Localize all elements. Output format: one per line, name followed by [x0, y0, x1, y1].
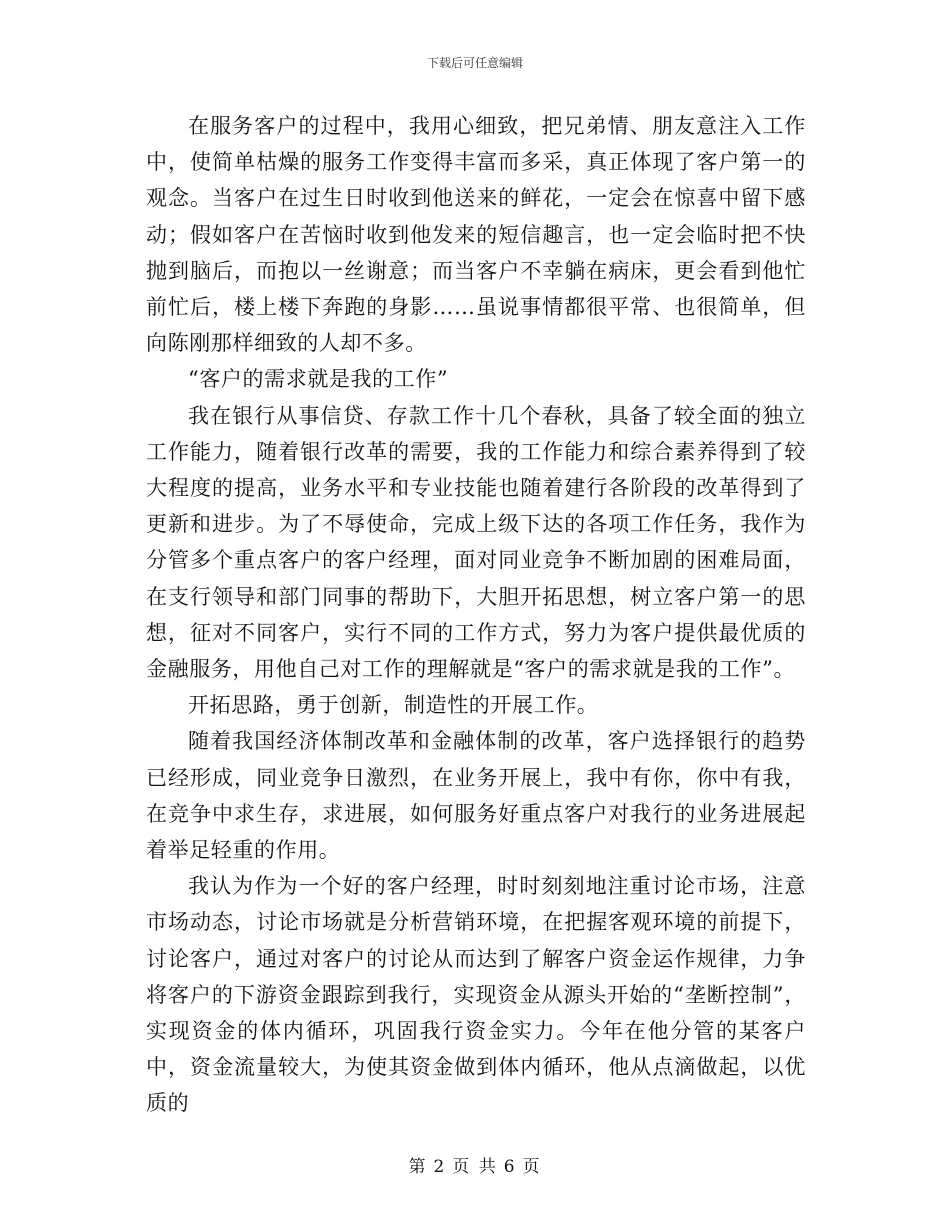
total-page-number: 6 [503, 1157, 517, 1177]
paragraph: 随着我国经济体制改革和金融体制的改革，客户选择银行的趋势已经形成，同业竞争日激烈，在业务开展上，我中有你，你中有我，在竞争中求生存，求进展，如何服务好重点客户对我行的业务进展起着举足轻重的作用。 [146, 729, 806, 863]
paragraph: 在服务客户的过程中，我用心细致，把兄弟情、朋友意注入工作中，使简单枯燥的服务工作变得丰富而多采，真正体现了客户第一的观念。当客户在过生日时收到他送来的鲜花，一定会在惊喜中留下感动；假如客户在苦恼时收到他发来的短信趣言，也一定会临时把不快抛到脑后，而抱以一丝谢意；而当客户不幸躺在病床，更会看到他忙前忙后，楼上楼下奔跑的身影……虽说事情都很平常、也很简单，但向陈刚那样细致的人却不多。 [146, 114, 806, 356]
footer-mid: 页 共 [452, 1157, 498, 1177]
page-header-note: 下载后可任意编辑 [426, 56, 523, 70]
paragraph: 我在银行从事信贷、存款工作十几个春秋，具备了较全面的独立工作能力，随着银行改革的需要，我的工作能力和综合素养得到了较大程度的提高，业务水平和专业技能也随着建行各阶段的改革得到了更新和进步。为了不辱使命，完成上级下达的各项工作任务，我作为分管多个重点客户的客户经理，面对同业竞争不断加剧的困难局面，在支行领导和部门同事的帮助下，大胆开拓思想，树立客户第一的思想，征对不同客户，实行不同的工作方式，努力为客户提供最优质的金融服务，用他自己对工作的理解就是“客户的需求就是我的工作”。 [146, 403, 806, 682]
paragraph: 我认为作为一个好的客户经理，时时刻刻地注重讨论市场，注意市场动态，讨论市场就是分析营销环境，在把握客观环境的前提下，讨论客户，通过对客户的讨论从而达到了解客户资金运作规律，力争将客户的下游资金跟踪到我行，实现资金从源头开始的“垄断控制”，实现资金的体内循环，巩固我行资金实力。今年在他分管的某客户中，资金流量较大，为使其资金做到体内循环，他从点滴做起，以优质的 [146, 874, 806, 1116]
document-body [146, 108, 806, 1122]
section-heading: “客户的需求就是我的工作” [188, 367, 449, 392]
section-heading: 开拓思路，勇于创新，制造性的开展工作。 [188, 693, 599, 718]
current-page-number: 2 [433, 1157, 447, 1177]
footer-prefix: 第 [408, 1157, 428, 1177]
page-number-footer [0, 1152, 950, 1177]
footer-suffix: 页 [522, 1157, 542, 1177]
